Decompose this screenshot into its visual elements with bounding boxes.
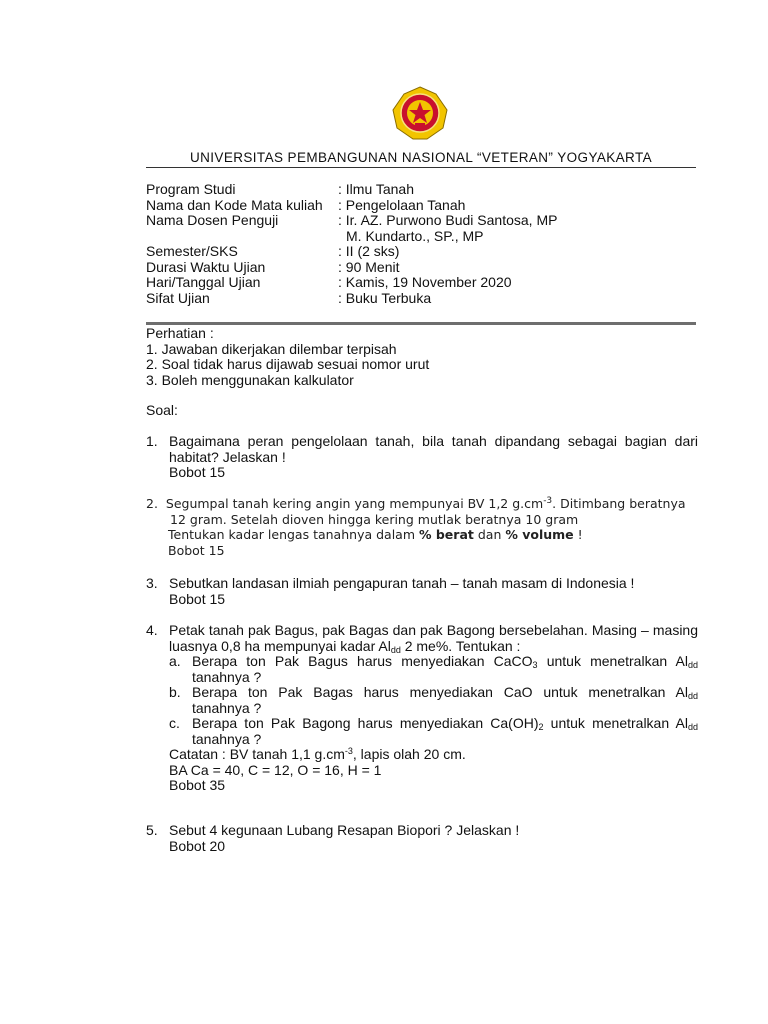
notice-item: 3. Boleh menggunakan kalkulator [146,371,354,388]
question-number: 4. [146,622,158,638]
notice-section [146,326,706,388]
info-label: Hari/Tanggal Ujian [146,274,261,290]
info-value: : II (2 sks) [338,243,400,259]
info-row [146,291,706,307]
sub-question-text: untuk menetralkan Al [537,653,688,669]
soal-label: Soal: [146,402,178,418]
info-row [146,182,706,198]
question-text: habitat? Jelaskan ! [169,448,286,465]
exam-info-table [146,182,706,306]
sub-question-letter: a. [169,653,181,669]
info-value: M. Kundarto., SP., MP [346,227,484,244]
question-text: Segumpal tanah kering angin yang mempunyai BV 1,2 g.cm [165,496,544,511]
info-value: : 90 Menit [338,258,400,275]
question-text: Sebut 4 kegunaan Lubang Resapan Biopori ? Jelaskan ! [169,822,520,838]
university-title: UNIVERSITAS PEMBANGUNAN NASIONAL “VETERAN” YOGYAKARTA [189,150,653,165]
info-label: Nama dan Kode Mata kuliah [146,196,323,213]
question-5 [146,823,698,854]
info-label: Nama Dosen Penguji [146,212,279,228]
question-3 [146,576,698,607]
al-subscript: dd [687,722,698,732]
info-row [146,260,706,276]
university-seal-icon [391,86,449,140]
question-weight: Bobot 35 [169,777,226,793]
sub-question-text: tanahnya ? [192,699,262,716]
question-text: dan [473,527,506,542]
notice-item: 2. Soal tidak harus dijawab sesuai nomor urut [146,356,430,372]
sub-question-text: untuk menetralkan Al [543,715,688,731]
question-note: , lapis olah 20 cm. [352,746,466,762]
sub-question-text: Berapa ton Pak Bagus harus menyediakan CaCO [192,653,533,669]
chem-subscript: 3 [532,660,538,670]
question-text: Petak tanah pak Bagus, pak Bagas dan pak Bagong bersebelahan. Masing – masing [169,622,698,638]
info-label: Program Studi [146,181,236,197]
sub-question-text: Berapa ton Pak Bagas harus menyediakan CaO untuk menetralkan Al [192,684,688,700]
question-superscript: -3 [543,496,553,506]
al-subscript: dd [687,660,698,670]
sub-question-letter: b. [169,684,181,700]
question-note: Catatan : BV tanah 1,1 g.cm [169,746,345,762]
info-row [146,213,706,229]
section-divider [146,322,696,325]
question-number: 3. [146,575,158,591]
notice-item: 1. Jawaban dikerjakan dilembar terpisah [146,340,397,357]
info-row [146,198,706,214]
info-value: : Pengelolaan Tanah [338,196,466,213]
sub-question-text: Berapa ton Pak Bagong harus menyediakan Ca(OH) [192,715,539,731]
question-number: 2. [146,496,158,511]
info-label: Durasi Waktu Ujian [146,258,266,275]
info-value: : Buku Terbuka [338,289,432,306]
sub-question-letter: c. [169,715,180,731]
question-text: Bagaimana peran pengelolaan tanah, bila tanah dipandang sebagai bagian dari [169,433,698,449]
question-weight: Bobot 15 [169,464,226,480]
info-row [146,229,706,245]
info-value: : Ilmu Tanah [338,181,415,197]
question-emphasis: % volume [505,527,574,542]
sub-question-text: tanahnya ? [192,730,262,747]
question-2 [146,496,698,558]
question-emphasis: % berat [418,527,474,542]
header-divider [146,167,696,168]
question-text: Tentukan kadar lengas tanahnya dalam [168,527,419,542]
info-label [146,229,338,245]
question-text: 12 gram. Setelah dioven hingga kering mutlak beratnya 10 gram [170,511,579,527]
question-text: 2 me%. Tentukan : [400,637,521,654]
question-4 [146,623,698,794]
question-text: . Ditimbang beratnya [552,496,686,511]
sub-question-c [169,716,698,747]
question-superscript: -3 [344,746,353,756]
question-number: 5. [146,822,158,838]
question-text: Sebutkan landasan ilmiah pengapuran tanah – tanah masam di Indonesia ! [169,575,635,591]
sub-question-text: tanahnya ? [192,668,262,685]
question-text: luasnya 0,8 ha mempunyai kadar Al [169,637,391,654]
sub-question-a [169,654,698,685]
info-label: Semester/SKS [146,243,238,259]
question-subscript: dd [390,644,401,655]
al-subscript: dd [687,691,698,701]
question-1 [146,434,698,481]
info-row [146,244,706,260]
question-text: ! [573,527,583,542]
notice-title: Perhatian : [146,325,214,341]
info-value: : Kamis, 19 November 2020 [338,274,512,290]
question-note: BA Ca = 40, C = 12, O = 16, H = 1 [169,761,382,778]
info-row [146,275,706,291]
info-label: Sifat Ujian [146,289,210,306]
sub-question-b [169,685,698,716]
question-weight: Bobot 20 [169,837,226,854]
question-number: 1. [146,433,158,449]
question-weight: Bobot 15 [169,590,226,607]
question-weight: Bobot 15 [168,542,225,558]
info-value: : Ir. AZ. Purwono Budi Santosa, MP [338,212,558,228]
chem-subscript: 2 [538,722,544,732]
